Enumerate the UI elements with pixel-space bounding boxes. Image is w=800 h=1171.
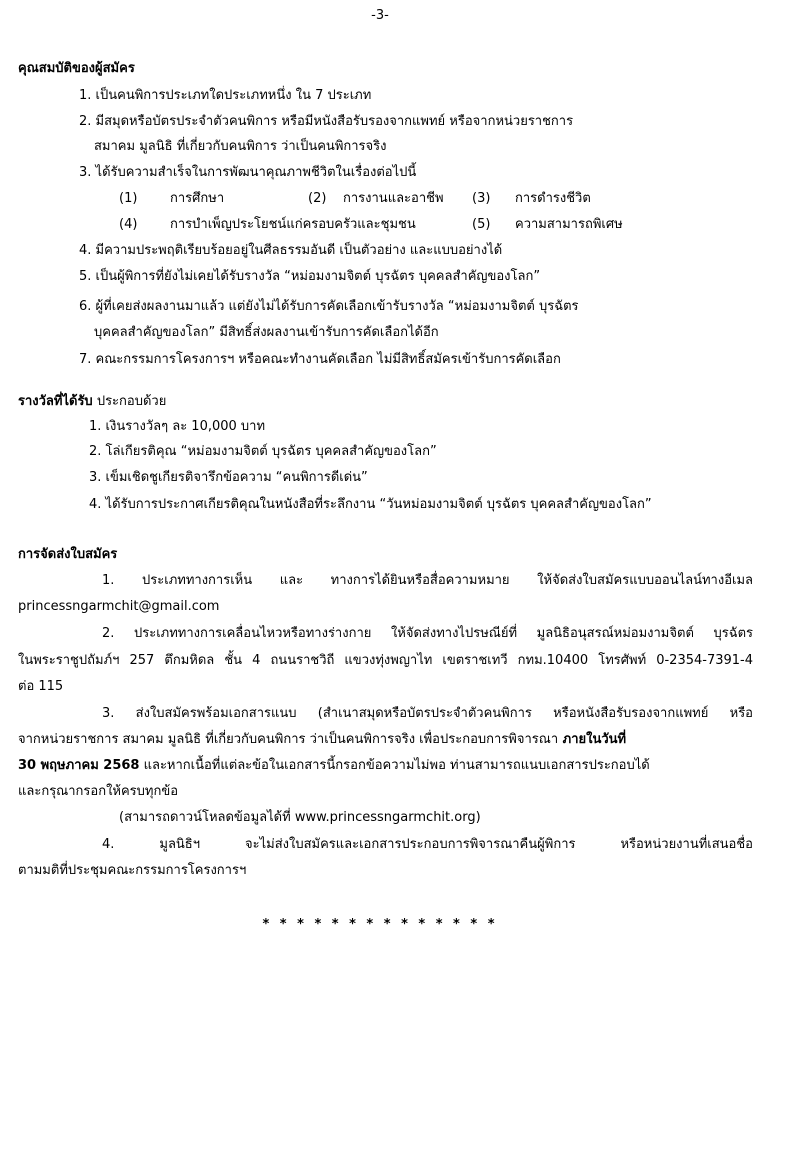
awards-heading-suffix: ประกอบด้วย — [92, 394, 167, 409]
submission-paragraph-1: 1. ประเภททางการเห็น และ ทางการได้ยินหรือสื่อความหมาย ให้จัดส่งใบสมัครแบบออนไลน์ทางอีเมล — [102, 573, 753, 588]
submission-paragraph-3-cont2 — [18, 755, 650, 777]
awards-heading-line — [18, 391, 166, 413]
option-number: (4) — [119, 217, 138, 232]
qualification-item-2-cont: สมาคม มูลนิธิ ที่เกี่ยวกับคนพิการ ว่าเป็นคนพิการจริง — [94, 139, 387, 154]
deadline-label: ภายในวันที่ — [558, 732, 627, 747]
option-number: (1) — [119, 191, 138, 206]
submission-email: princessngarmchit@gmail.com — [18, 599, 220, 614]
option-number: (2) — [308, 191, 327, 206]
option-label: การงานและอาชีพ — [343, 191, 444, 206]
submission-paragraph-4: 4. มูลนิธิฯ จะไม่ส่งใบสมัครและเอกสารประกอบการพิจารณาคืนผู้พิการ หรือหน่วยงานที่เสนอชื่อ — [102, 837, 753, 852]
qualification-item-2: 2. มีสมุดหรือบัตรประจำตัวคนพิการ หรือมีหนังสือรับรองจากแพทย์ หรือจากหน่วยราชการ — [79, 114, 574, 129]
deadline-date: 30 พฤษภาคม 2568 — [18, 758, 140, 773]
paragraph-text: และหากเนื้อที่แต่ละข้อในเอกสารนี้กรอกข้อความไม่พอ ท่านสามารถแนบเอกสารประกอบได้ — [139, 758, 650, 773]
award-item-2: 2. โล่เกียรติคุณ “หม่อมงามจิตต์ บุรฉัตร บุคคลสำคัญของโลก” — [89, 444, 437, 459]
download-note: (สามารถดาวน์โหลดข้อมูลได้ที่ www.princessngarmchit.org) — [119, 810, 481, 825]
option-number: (5) — [472, 217, 491, 232]
award-item-4: 4. ได้รับการประกาศเกียรติคุณในหนังสือที่ระลึกงาน “วันหม่อมงามจิตต์ บุรฉัตร บุคคลสำคัญของโลก” — [89, 497, 652, 512]
award-item-1: 1. เงินรางวัลๆ ละ 10,000 บาท — [89, 419, 266, 434]
submission-paragraph-3: 3. ส่งใบสมัครพร้อมเอกสารแนบ (สำเนาสมุดหรือบัตรประจำตัวคนพิการ หรือหนังสือรับรองจากแพทย์ หรือ — [102, 706, 753, 721]
qualification-item-6-cont: บุคคลสำคัญของโลก” มีสิทธิ์ส่งผลงานเข้ารับการคัดเลือกได้อีก — [94, 325, 439, 340]
submission-paragraph-2-end: ต่อ 115 — [18, 679, 64, 694]
qualification-item-7: 7. คณะกรรมการโครงการฯ หรือคณะทำงานคัดเลือก ไม่มีสิทธิ์สมัครเข้ารับการคัดเลือก — [79, 352, 561, 367]
qualification-item-6: 6. ผู้ที่เคยส่งผลงานมาแล้ว แต่ยังไม่ได้รับการคัดเลือกเข้ารับรางวัล “หม่อมงามจิตต์ บุรฉัตร — [79, 299, 579, 314]
submission-paragraph-4-end: ตามมติที่ประชุมคณะกรรมการโครงการฯ — [18, 863, 247, 878]
submission-paragraph-2-cont: ในพระราชูปถัมภ์ฯ 257 ตึกมหิดล ชั้น 4 ถนนราชวิถี แขวงทุ่งพญาไท เขตราชเทวี กทม.10400 โทรศัพท์ 0-2354-7391-4 — [18, 653, 753, 668]
page-number: -3- — [371, 8, 389, 23]
option-label: การศึกษา — [170, 191, 225, 206]
submission-paragraph-3-cont — [18, 729, 626, 751]
qualification-item-3: 3. ได้รับความสำเร็จในการพัฒนาคุณภาพชีวิตในเรื่องต่อไปนี้ — [79, 165, 417, 180]
award-item-3: 3. เข็มเชิดชูเกียรติจารึกข้อความ “คนพิการดีเด่น” — [89, 470, 368, 485]
option-label: ความสามารถพิเศษ — [515, 217, 623, 232]
option-label: การดำรงชีวิต — [515, 191, 591, 206]
qualification-item-4: 4. มีความประพฤติเรียบร้อยอยู่ในศีลธรรมอันดี เป็นตัวอย่าง และแบบอย่างได้ — [79, 243, 503, 258]
end-marker: * * * * * * * * * * * * * * — [262, 917, 498, 932]
qualification-item-1: 1. เป็นคนพิการประเภทใดประเภทหนึ่ง ใน 7 ประเภท — [79, 88, 372, 103]
submission-paragraph-3-end: และกรุณากรอกให้ครบทุกข้อ — [18, 784, 179, 799]
qualifications-heading: คุณสมบัติของผู้สมัคร — [18, 61, 135, 76]
awards-heading: รางวัลที่ได้รับ — [18, 394, 93, 409]
qualification-item-5: 5. เป็นผู้พิการที่ยังไม่เคยได้รับรางวัล “หม่อมงามจิตต์ บุรฉัตร บุคคลสำคัญของโลก” — [79, 269, 541, 284]
submission-paragraph-2: 2. ประเภททางการเคลื่อนไหวหรือทางร่างกาย ให้จัดส่งทางไปรษณีย์ที่ มูลนิธิอนุสรณ์หม่อมงามจิตต์ บุรฉัตร — [102, 626, 753, 641]
paragraph-text: จากหน่วยราชการ สมาคม มูลนิธิ ที่เกี่ยวกับคนพิการ ว่าเป็นคนพิการจริง เพื่อประกอบการพิจารณา — [18, 732, 559, 747]
submission-heading: การจัดส่งใบสมัคร — [18, 547, 118, 562]
option-number: (3) — [472, 191, 491, 206]
option-label: การบำเพ็ญประโยชน์แก่ครอบครัวและชุมชน — [170, 217, 416, 232]
